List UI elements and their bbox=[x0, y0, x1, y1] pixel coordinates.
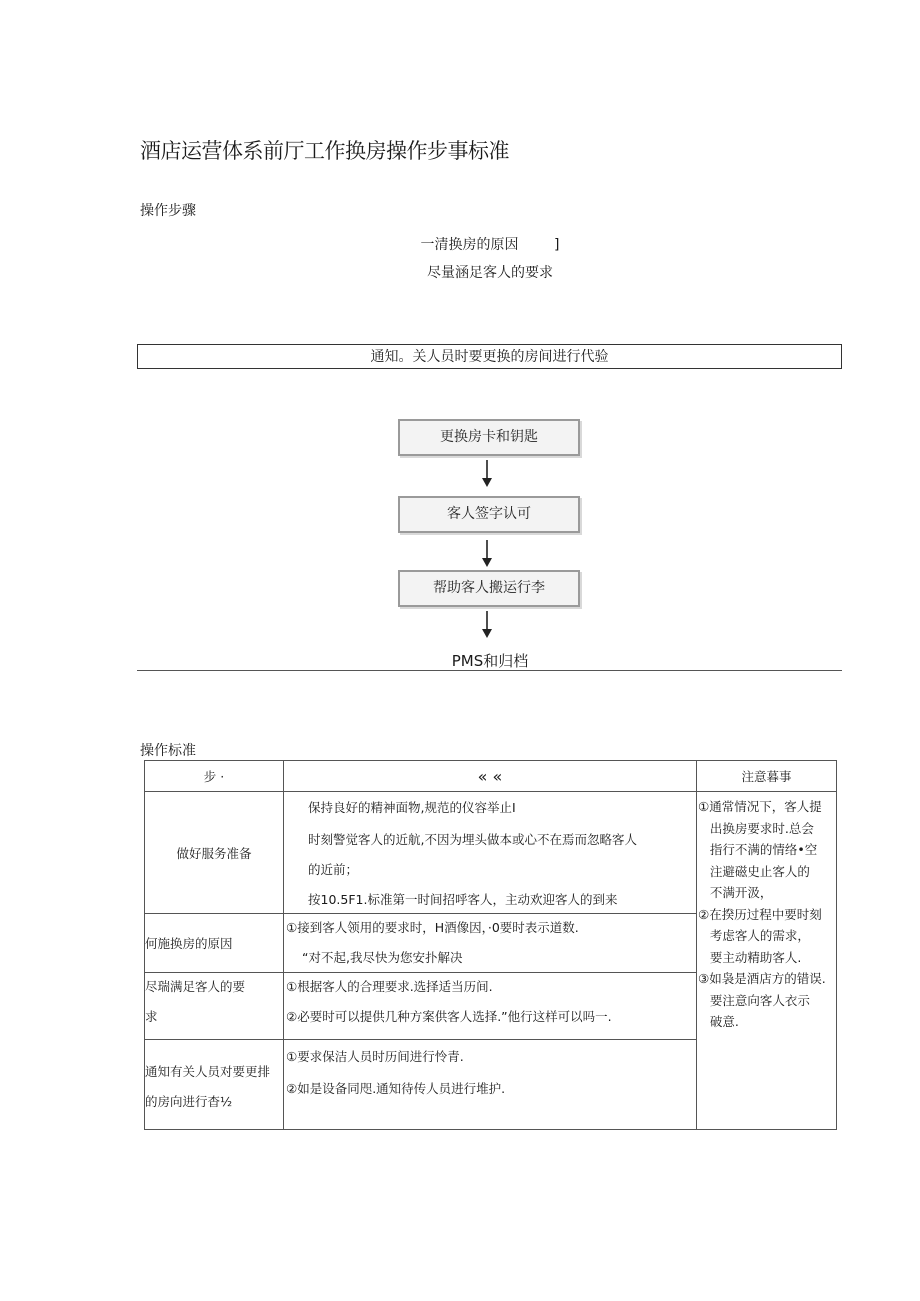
flow-step-luggage: 帮助客人搬运行李 bbox=[398, 570, 580, 607]
standards-table bbox=[144, 760, 837, 1130]
notice-box: 通知。关人员时要更换的房间进行代验 bbox=[137, 344, 842, 369]
standard-line: 按10.5F1.标准第一时间招呼客人，主动欢迎客人的到来 bbox=[308, 892, 618, 907]
flow-step-pms: PMS和归档 bbox=[451, 652, 529, 670]
table-row bbox=[145, 792, 837, 914]
step-line: 尽瑞满足客人的要 bbox=[145, 979, 246, 994]
standard-line: ②必要时可以提供几种方案供客人选择.”他行这样可以吗一. bbox=[286, 1009, 612, 1024]
reason-heading: 一清换房的原因 ] bbox=[420, 237, 560, 253]
flow-step-change-card: 更换房卡和钥匙 bbox=[398, 419, 580, 456]
standard-line: ①接到客人领用的要求时，H酒像因，·0要时表示道数. bbox=[286, 920, 579, 935]
step-line: 求 bbox=[145, 1009, 158, 1024]
reason-subtitle: 尽量涵足客人的要求 bbox=[427, 265, 553, 281]
notes-cell bbox=[697, 792, 837, 1130]
note-line: 指行不满的情络•空 bbox=[698, 842, 818, 857]
down-arrow-icon bbox=[480, 611, 494, 639]
step-cell: 何施换房的原因 bbox=[145, 914, 284, 973]
standard-line: ①要求保洁人员时历间进行怜青. bbox=[286, 1049, 464, 1064]
table-header-row bbox=[145, 761, 837, 792]
note-line: 不满开汲， bbox=[698, 885, 773, 900]
step-cell: 做好服务准备 bbox=[145, 792, 284, 914]
page-title: 酒店运营体系前厅工作换房操作步事标准 bbox=[140, 139, 509, 163]
header-standard: « « bbox=[284, 761, 697, 792]
flow-step-guest-sign: 客人签字认可 bbox=[398, 496, 580, 533]
down-arrow-icon bbox=[480, 540, 494, 568]
note-line: ②在揆历过程中要时刻 bbox=[698, 906, 822, 922]
step-line: 通知有关人员对要更排 bbox=[145, 1064, 271, 1079]
divider bbox=[137, 670, 842, 671]
standard-line: ①根据客人的合理要求.选择适当历间. bbox=[286, 979, 493, 994]
note-line: 考虑客人的需求， bbox=[698, 928, 810, 943]
step-cell bbox=[145, 973, 284, 1040]
note-line: 注避磁史止客人的 bbox=[698, 863, 810, 879]
section-heading-standard: 操作标准 bbox=[140, 743, 196, 759]
standard-line: 的近前； bbox=[308, 862, 359, 877]
down-arrow-icon bbox=[480, 460, 494, 488]
standard-cell bbox=[284, 792, 697, 914]
standard-cell bbox=[284, 973, 697, 1040]
note-line: 出换房要求时.总会 bbox=[698, 820, 814, 836]
section-heading-steps: 操作步骤 bbox=[140, 203, 196, 219]
standard-line: 保持良好的精神面物,规范的仪容举止I bbox=[308, 800, 516, 815]
step-line: 的房向进行杳½ bbox=[145, 1094, 233, 1109]
note-line: ③如袅是酒店方的错误. bbox=[698, 971, 826, 986]
note-line: 破意. bbox=[698, 1014, 739, 1029]
standard-line: “对不起,我尽快为您安扑解决 bbox=[302, 950, 463, 965]
standard-cell bbox=[284, 914, 697, 973]
note-line: 要注意向客人衣示 bbox=[698, 992, 810, 1008]
standard-cell bbox=[284, 1040, 697, 1130]
note-line: 要主动精助客人. bbox=[698, 949, 802, 965]
header-step: 步 · bbox=[145, 761, 284, 792]
standard-line: ②如是设备同咫.通知待传人员进行堆护. bbox=[286, 1081, 506, 1096]
note-line: ①通常情况下，客人提 bbox=[698, 799, 822, 814]
header-notes: 注意暮事 bbox=[697, 761, 837, 792]
step-cell bbox=[145, 1040, 284, 1130]
standard-line: 时刻警觉客人的近航,不因为埋头做本或心不在焉而忽略客人 bbox=[308, 832, 637, 847]
